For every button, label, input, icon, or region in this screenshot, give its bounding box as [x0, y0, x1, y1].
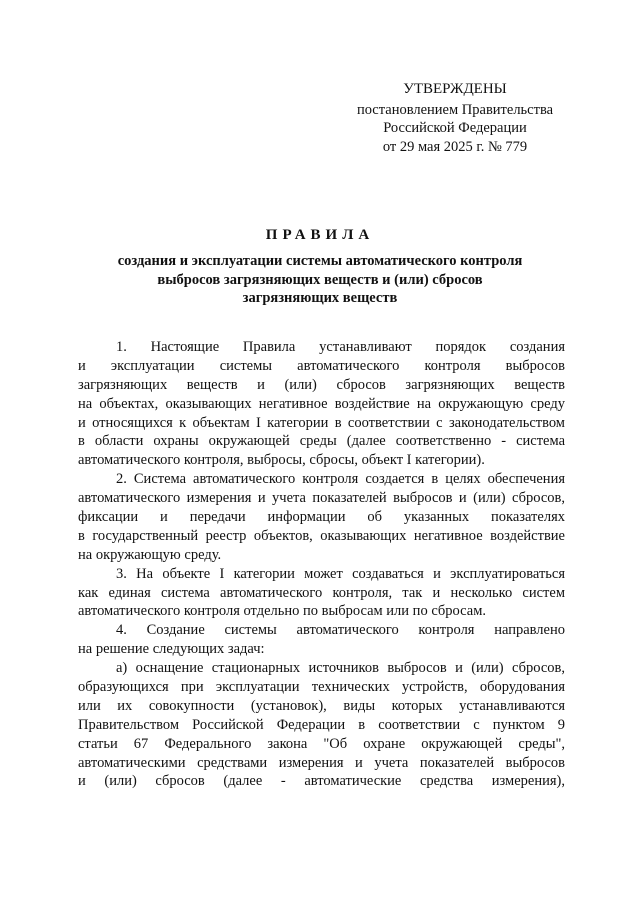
body-line: фиксации и передачи информации об указанных показателях: [78, 509, 565, 526]
approval-line: Российской Федерации: [383, 120, 527, 136]
body-line: автоматического контроля отдельно по выбросам или по сбросам.: [78, 603, 487, 620]
document-subtitle: [80, 252, 560, 308]
subtitle-line: создания и эксплуатации системы автоматического контроля: [117, 253, 523, 269]
body-line: автоматическими средствами измерения и учета показателей выбросов: [78, 754, 565, 771]
document-body: [78, 338, 565, 791]
body-line: или их совокупности (установок), виды которых устанавливаются: [78, 697, 565, 714]
approval-block: [330, 80, 580, 156]
approval-line: от 29 мая 2025 г. № 779: [382, 138, 528, 155]
body-line: на окружающую среду.: [78, 546, 222, 563]
subtitle-line: выбросов загрязняющих веществ и (или) сбросов: [157, 271, 483, 288]
approval-line: постановлением Правительства: [356, 101, 554, 118]
document-title: ПРАВИЛА: [265, 227, 375, 243]
body-line: на объектах, оказывающих негативное воздействие на окружающую среду: [78, 395, 565, 412]
body-line: загрязняющих веществ и (или) сбросов загрязняющих веществ: [78, 376, 565, 393]
body-line: в государственный реестр объектов, оказывающих негативное воздействие: [78, 527, 565, 544]
body-line: в области охраны окружающей среды (далее соответственно - система: [78, 433, 565, 450]
body-line: на решение следующих задач:: [78, 641, 265, 658]
body-line: и эксплуатации системы автоматического контроля выбросов: [78, 357, 565, 374]
body-line: статьи 67 Федерального закона "Об охране окружающей среды",: [78, 735, 565, 752]
approval-stamp: УТВЕРЖДЕНЫ: [403, 81, 507, 97]
body-line: 1. Настоящие Правила устанавливают порядок создания: [116, 339, 565, 355]
subtitle-line: загрязняющих веществ: [242, 290, 398, 306]
body-line: как единая система автоматического контроля, так и несколько систем: [78, 584, 565, 601]
body-line: а) оснащение стационарных источников выбросов и (или) сбросов,: [116, 660, 565, 677]
body-line: Правительством Российской Федерации в соответствии с пунктом 9: [78, 716, 565, 733]
body-line: и (или) сбросов (далее - автоматические средства измерения),: [78, 773, 565, 790]
body-line: образующихся при эксплуатации технических устройств, оборудования: [78, 679, 565, 696]
body-line: и относящихся к объектам I категории в соответствии с законодательством: [78, 414, 565, 431]
body-line: 2. Система автоматического контроля создается в целях обеспечения: [116, 471, 565, 488]
body-line: 4. Создание системы автоматического контроля направлено: [116, 622, 565, 639]
body-line: 3. На объекте I категории может создаваться и эксплуатироваться: [116, 565, 565, 582]
body-line: автоматического контроля, выбросы, сбросы, объект I категории).: [78, 452, 485, 469]
body-line: автоматического измерения и учета показателей выбросов и (или) сбросов,: [78, 490, 565, 507]
